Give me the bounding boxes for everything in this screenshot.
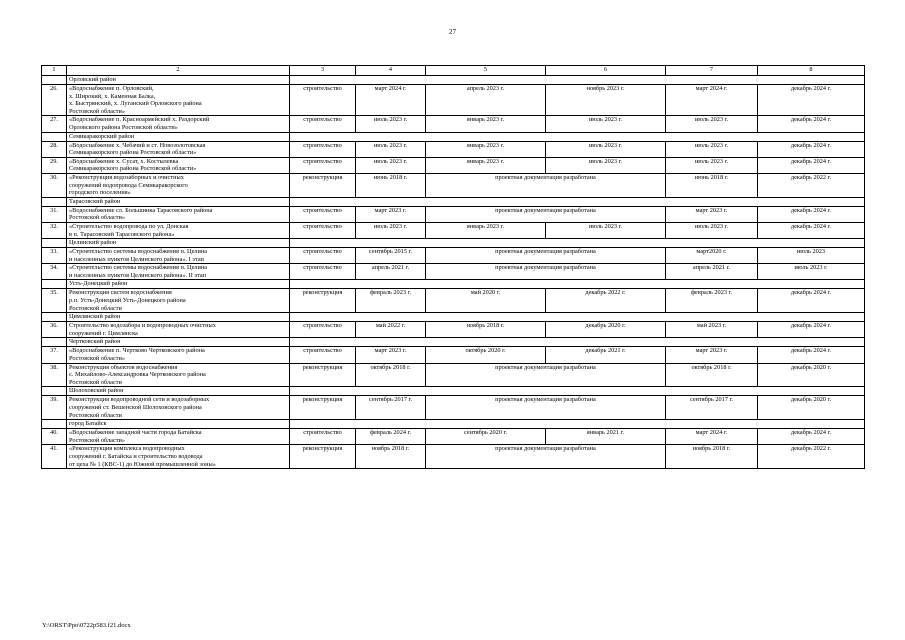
date-col-7: март 2023 г. <box>666 206 758 222</box>
district-empty-cell <box>290 239 865 248</box>
district-row <box>42 338 865 347</box>
table-row <box>42 85 865 116</box>
district-empty-cell <box>290 76 865 85</box>
district-row <box>42 313 865 322</box>
table-row <box>42 429 865 445</box>
date-col-7: июнь 2018 г. <box>666 173 758 197</box>
work-type: реконструкция <box>290 289 356 313</box>
table-row <box>42 445 865 469</box>
date-col-4: октябрь 2018 г. <box>356 363 426 387</box>
row-number: 26. <box>42 85 67 116</box>
table-row <box>42 347 865 363</box>
row-number: 35. <box>42 289 67 313</box>
work-type: реконструкция <box>290 445 356 469</box>
date-col-8: декабрь 2024 г. <box>758 85 865 116</box>
date-col-4: ноябрь 2018 г. <box>356 445 426 469</box>
object-name: «Водоснабжение х. Чебачий и ст. Новозолотовская Семикаракорского района Ростовской области» <box>67 141 290 157</box>
date-col-7: сентябрь 2017 г. <box>666 396 758 420</box>
date-col-7: октябрь 2018 г. <box>666 363 758 387</box>
table-row <box>42 222 865 238</box>
district-name: Целинский район <box>67 239 290 248</box>
date-col-4: июль 2023 г. <box>356 157 426 173</box>
district-name: Орловский район <box>67 76 290 85</box>
date-col-5: сентябрь 2020 г. <box>426 429 546 445</box>
date-col-8: декабрь 2020 г. <box>758 396 865 420</box>
date-col-8: декабрь 2022 г. <box>758 173 865 197</box>
date-col-7: март 2023 г. <box>666 347 758 363</box>
row-number: 30. <box>42 173 67 197</box>
table-row <box>42 322 865 338</box>
date-col-8: декабрь 2024 г. <box>758 206 865 222</box>
date-col-8: декабрь 2024 г. <box>758 222 865 238</box>
district-name: Семикаракорский район <box>67 132 290 141</box>
row-number: 29. <box>42 157 67 173</box>
object-name: «Водоснабжение х. Сусат, х. Костылевка Семикаракорского района Ростовской области» <box>67 157 290 173</box>
work-type: реконструкция <box>290 396 356 420</box>
main-table <box>41 65 865 469</box>
district-name: Цимлянский район <box>67 313 290 322</box>
table-row <box>42 289 865 313</box>
footer-file-path: Y:\ORST\Ppo\0722p583.f21.docx <box>42 622 131 629</box>
date-col-8: декабрь 2024 г. <box>758 322 865 338</box>
work-type: строительство <box>290 116 356 132</box>
work-type: строительство <box>290 347 356 363</box>
object-name: «Реконструкция водозаборных и очистных сооружений водопровода Семикаракорского городского поселения» <box>67 173 290 197</box>
row-number: 37. <box>42 347 67 363</box>
table-row <box>42 396 865 420</box>
header-row <box>42 66 865 76</box>
project-status-merged: проектная документация разработана <box>426 396 666 420</box>
district-name: Шолоховский район <box>67 387 290 396</box>
date-col-5: апрель 2023 г. <box>426 85 546 116</box>
object-name: «Строительство водопровода по ул. Донская в п. Тарасовский Тарасовского района» <box>67 222 290 238</box>
project-status-merged: проектная документация разработана <box>426 173 666 197</box>
date-col-6: январь 2021 г. <box>546 429 666 445</box>
row-number: 34. <box>42 264 67 280</box>
date-col-4: июль 2023 г. <box>356 116 426 132</box>
project-status-merged: проектная документация разработана <box>426 445 666 469</box>
row-number: 33. <box>42 248 67 264</box>
header-cell: 6 <box>546 66 666 76</box>
district-num-cell <box>42 387 67 396</box>
table-row <box>42 248 865 264</box>
district-row <box>42 239 865 248</box>
district-name: Усть-Донецкий район <box>67 280 290 289</box>
object-name: Реконструкция объектов водоснабжения с. Михайлово-Александровка Чертковского района Ростовской области <box>67 363 290 387</box>
date-col-5: ноябрь 2018 г. <box>426 322 546 338</box>
district-num-cell <box>42 280 67 289</box>
date-col-7: июль 2023 г. <box>666 157 758 173</box>
work-type: строительство <box>290 322 356 338</box>
work-type: реконструкция <box>290 173 356 197</box>
row-number: 38. <box>42 363 67 387</box>
district-empty-cell <box>290 387 865 396</box>
district-row <box>42 197 865 206</box>
date-col-6: декабрь 2022 г. <box>546 289 666 313</box>
date-col-4: июль 2023 г. <box>356 141 426 157</box>
date-col-4: февраль 2024 г. <box>356 429 426 445</box>
date-col-7: июль 2023 г. <box>666 116 758 132</box>
work-type: строительство <box>290 85 356 116</box>
project-status-merged: проектная документация разработана <box>426 264 666 280</box>
object-name: Реконструкция водопроводной сети и водозаборных сооружений ст. Вешенской Шолоховского района Ростовской области <box>67 396 290 420</box>
object-name: «Реконструкция комплекса водопроводных сооружений г. Батайска и строительство водовода от цеха № 1 (КВС-1) до Южной промышленной зоны» <box>67 445 290 469</box>
date-col-5: январь 2023 г. <box>426 222 546 238</box>
object-name: Реконструкция систем водоснабжения р.п. Усть-Донецкий Усть-Донецкого района Ростовской области <box>67 289 290 313</box>
object-name: «Водоснабжение п. Красноармейский х. Раздорский Орловского района Ростовской области» <box>67 116 290 132</box>
header-cell: 7 <box>666 66 758 76</box>
object-name: «Строительство системы водоснабжения п. Целина и населенных пунктов Целинского района». II этап <box>67 264 290 280</box>
table-row <box>42 264 865 280</box>
date-col-8: декабрь 2024 г. <box>758 429 865 445</box>
date-col-8: июль 2023 <box>758 248 865 264</box>
date-col-8: июль 2023 г. <box>758 264 865 280</box>
date-col-4: июль 2023 г. <box>356 222 426 238</box>
row-number: 41. <box>42 445 67 469</box>
row-number: 32. <box>42 222 67 238</box>
date-col-6: июль 2023 г. <box>546 157 666 173</box>
work-type: строительство <box>290 157 356 173</box>
header-cell: 8 <box>758 66 865 76</box>
date-col-7: ноябрь 2018 г. <box>666 445 758 469</box>
date-col-4: май 2022 г. <box>356 322 426 338</box>
work-type: строительство <box>290 264 356 280</box>
district-name: город Батайск <box>67 420 290 429</box>
date-col-4: сентябрь 2017 г. <box>356 396 426 420</box>
date-col-6: июль 2023 г. <box>546 222 666 238</box>
work-type: строительство <box>290 206 356 222</box>
object-name: «Водоснабжение западной части города Батайска Ростовской области» <box>67 429 290 445</box>
district-empty-cell <box>290 338 865 347</box>
date-col-6: декабрь 2021 г. <box>546 347 666 363</box>
date-col-5: октябрь 2020 г. <box>426 347 546 363</box>
date-col-4: апрель 2021 г. <box>356 264 426 280</box>
district-empty-cell <box>290 197 865 206</box>
district-row <box>42 387 865 396</box>
district-empty-cell <box>290 280 865 289</box>
header-cell: 3 <box>290 66 356 76</box>
date-col-6: июль 2023 г. <box>546 116 666 132</box>
object-name: «Водоснабжение п. Чертково Чертковского района Ростовской области» <box>67 347 290 363</box>
district-empty-cell <box>290 313 865 322</box>
district-num-cell <box>42 420 67 429</box>
object-name: «Водоснабжение сл. Большинка Тарасовского района Ростовской области» <box>67 206 290 222</box>
district-row <box>42 420 865 429</box>
project-status-merged: проектная документация разработана <box>426 248 666 264</box>
date-col-5: январь 2023 г. <box>426 116 546 132</box>
row-number: 28. <box>42 141 67 157</box>
date-col-8: декабрь 2022 г. <box>758 445 865 469</box>
date-col-8: декабрь 2024 г. <box>758 347 865 363</box>
table-row <box>42 157 865 173</box>
date-col-5: январь 2023 г. <box>426 157 546 173</box>
date-col-4: сентябрь 2015 г. <box>356 248 426 264</box>
header-cell: 1 <box>42 66 67 76</box>
date-col-7: июль 2023 г. <box>666 141 758 157</box>
district-num-cell <box>42 313 67 322</box>
row-number: 31. <box>42 206 67 222</box>
district-name: Тарасовский район <box>67 197 290 206</box>
table-row <box>42 363 865 387</box>
district-row <box>42 280 865 289</box>
work-type: строительство <box>290 429 356 445</box>
date-col-8: декабрь 2024 г. <box>758 116 865 132</box>
row-number: 27. <box>42 116 67 132</box>
date-col-4: март 2023 г. <box>356 347 426 363</box>
district-num-cell <box>42 76 67 85</box>
project-status-merged: проектная документация разработана <box>426 206 666 222</box>
work-type: строительство <box>290 248 356 264</box>
table-row <box>42 173 865 197</box>
date-col-6: июль 2023 г. <box>546 141 666 157</box>
work-type: строительство <box>290 141 356 157</box>
date-col-8: декабрь 2024 г. <box>758 141 865 157</box>
date-col-7: март 2024 г. <box>666 429 758 445</box>
header-cell: 4 <box>356 66 426 76</box>
district-num-cell <box>42 239 67 248</box>
district-empty-cell <box>290 132 865 141</box>
table-row <box>42 141 865 157</box>
date-col-7: июль 2023 г. <box>666 222 758 238</box>
table-row <box>42 206 865 222</box>
work-type: строительство <box>290 222 356 238</box>
object-name: «Водоснабжение п. Орловский, х. Широкий, х. Каменная Балка, х. Быстрянский, х. Луганский Орловского района Ростовской области» <box>67 85 290 116</box>
date-col-6: декабрь 2020 г. <box>546 322 666 338</box>
district-num-cell <box>42 338 67 347</box>
page-number: 27 <box>449 28 456 36</box>
row-number: 36. <box>42 322 67 338</box>
project-status-merged: проектная документация разработана <box>426 363 666 387</box>
object-name: «Строительство системы водоснабжения п. Целина и населенных пунктов Целинского района». I этап <box>67 248 290 264</box>
object-name: Строительство водозабора и водопроводных очистных сооружений г. Цимлянска <box>67 322 290 338</box>
date-col-4: март 2024 г. <box>356 85 426 116</box>
table-row <box>42 116 865 132</box>
row-number: 40. <box>42 429 67 445</box>
date-col-8: декабрь 2024 г. <box>758 157 865 173</box>
date-col-7: май 2023 г. <box>666 322 758 338</box>
district-empty-cell <box>290 420 865 429</box>
district-row <box>42 76 865 85</box>
district-name: Чертковский район <box>67 338 290 347</box>
row-number: 39. <box>42 396 67 420</box>
date-col-7: февраль 2023 г. <box>666 289 758 313</box>
district-row <box>42 132 865 141</box>
date-col-5: январь 2023 г. <box>426 141 546 157</box>
header-cell: 2 <box>67 66 290 76</box>
date-col-7: март2020 г. <box>666 248 758 264</box>
date-col-4: июнь 2018 г. <box>356 173 426 197</box>
date-col-8: декабрь 2024 г. <box>758 289 865 313</box>
date-col-7: апрель 2021 г. <box>666 264 758 280</box>
date-col-8: декабрь 2020 г. <box>758 363 865 387</box>
district-num-cell <box>42 197 67 206</box>
date-col-4: февраль 2023 г. <box>356 289 426 313</box>
date-col-4: март 2023 г. <box>356 206 426 222</box>
date-col-5: май 2020 г. <box>426 289 546 313</box>
date-col-7: март 2024 г. <box>666 85 758 116</box>
date-col-6: ноябрь 2023 г. <box>546 85 666 116</box>
header-cell: 5 <box>426 66 546 76</box>
work-type: реконструкция <box>290 363 356 387</box>
district-num-cell <box>42 132 67 141</box>
